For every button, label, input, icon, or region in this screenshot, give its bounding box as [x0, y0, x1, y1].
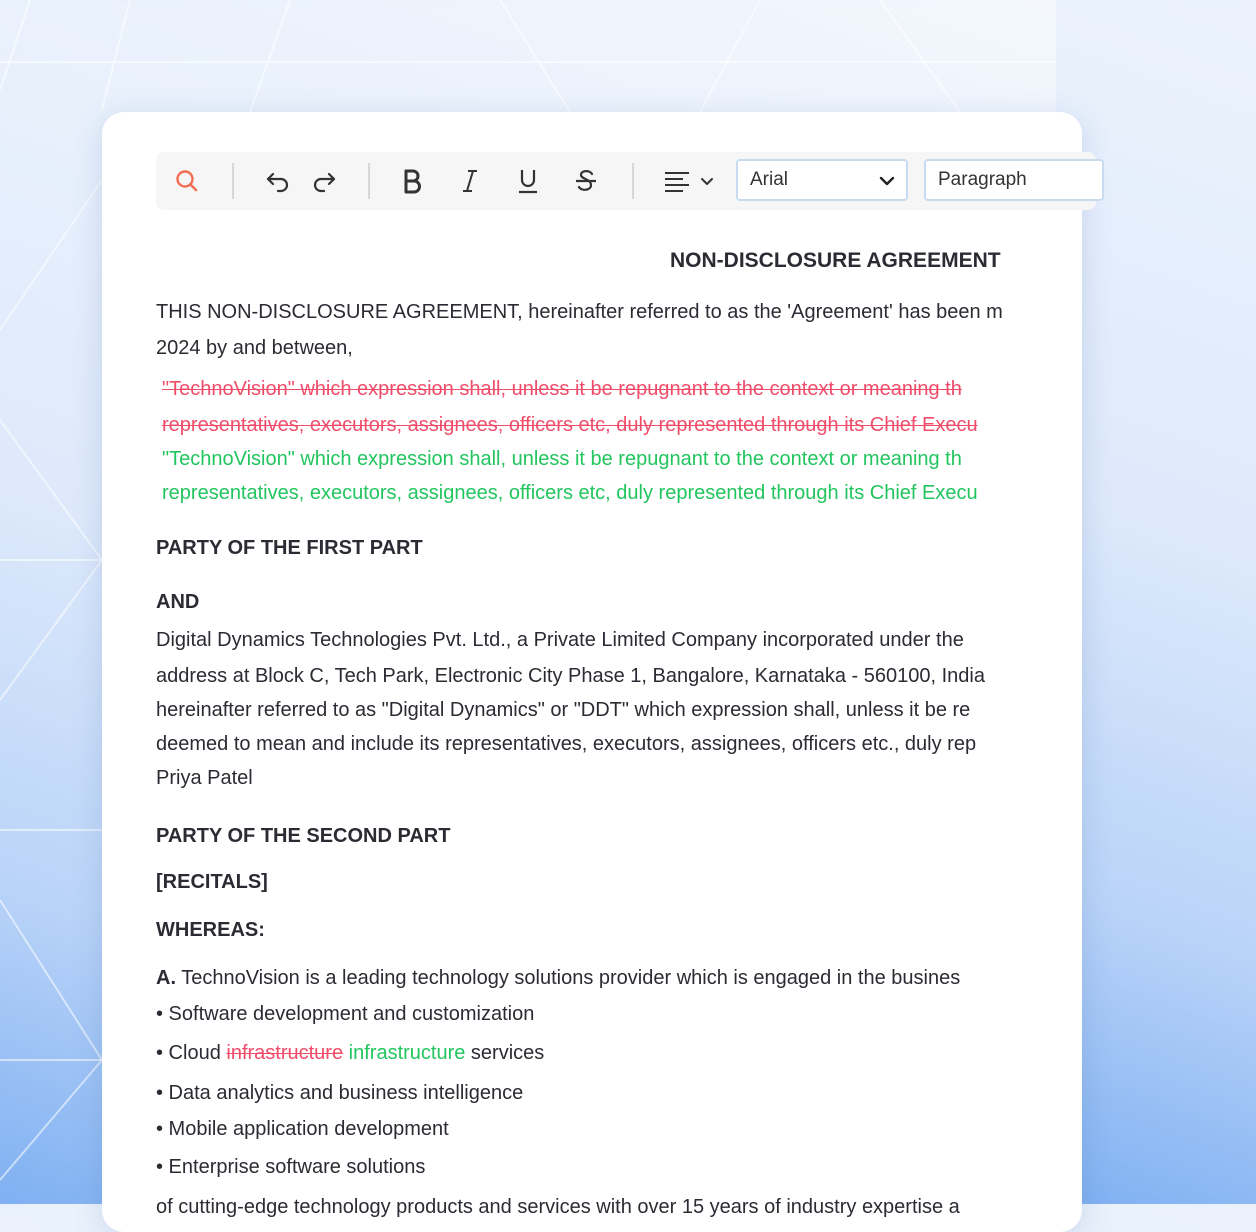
undo-button[interactable]: [258, 161, 298, 201]
list-item: [156, 1040, 544, 1066]
list-item-text: services: [465, 1042, 545, 1064]
inserted-text: representatives, executors, assignees, officers etc, duly represented through its Chief Execu: [162, 482, 978, 504]
search-button[interactable]: [167, 161, 207, 201]
paragraph-text: of cutting-edge technology products and services with over 15 years of industry expertise a: [156, 1196, 960, 1218]
search-icon: [174, 168, 200, 194]
toolbar-divider: [632, 163, 634, 199]
section-heading: PARTY OF THE SECOND PART: [156, 825, 451, 847]
intro-text: THIS NON-DISCLOSURE AGREEMENT, hereinafter referred to as the 'Agreement' has been m: [156, 301, 1003, 323]
editor-toolbar: [156, 152, 1096, 210]
block-format-value: Paragraph: [938, 169, 1027, 190]
align-left-icon: [663, 169, 691, 193]
paragraph-text: deemed to mean and include its representatives, executors, assignees, officers etc., duly rep: [156, 733, 977, 755]
undo-icon: [264, 169, 292, 193]
block-format-select[interactable]: [924, 159, 1104, 201]
deleted-text: infrastructure: [226, 1042, 344, 1064]
bold-button[interactable]: [392, 161, 432, 201]
chevron-down-icon: [699, 173, 715, 189]
alignment-dropdown[interactable]: [658, 161, 720, 201]
section-heading: WHEREAS:: [156, 919, 265, 941]
list-item: • Software development and customization: [156, 1003, 535, 1025]
italic-icon: [458, 168, 482, 194]
paragraph-text: hereinafter referred to as "Digital Dynamics" or "DDT" which expression shall, unless it be re: [156, 699, 971, 721]
recital-label: A.: [156, 967, 176, 989]
redo-icon: [310, 169, 338, 193]
paragraph-text: Digital Dynamics Technologies Pvt. Ltd., a Private Limited Company incorporated under the: [156, 629, 964, 651]
editor-window: [102, 112, 1082, 1232]
section-heading: AND: [156, 591, 200, 613]
toolbar-divider: [232, 163, 234, 199]
paragraph-text: address at Block C, Tech Park, Electronic City Phase 1, Bangalore, Karnataka - 560100, India: [156, 665, 985, 687]
toolbar-divider: [368, 163, 370, 199]
chevron-down-icon: [878, 172, 896, 190]
list-item: • Mobile application development: [156, 1118, 449, 1140]
redo-button[interactable]: [304, 161, 344, 201]
font-family-value: Arial: [750, 169, 789, 190]
deleted-text: "TechnoVision" which expression shall, unless it be repugnant to the context or meaning th: [162, 378, 962, 400]
section-heading: [RECITALS]: [156, 871, 268, 893]
recital-text: TechnoVision is a leading technology solutions provider which is engaged in the busines: [176, 967, 961, 989]
paragraph-text: Priya Patel: [156, 767, 253, 789]
font-family-select[interactable]: [736, 159, 908, 201]
recital-a: [156, 965, 960, 991]
inserted-text: infrastructure: [348, 1042, 466, 1064]
underline-button[interactable]: [508, 161, 548, 201]
italic-button[interactable]: [450, 161, 490, 201]
list-item: • Enterprise software solutions: [156, 1156, 426, 1178]
list-item: • Data analytics and business intelligence: [156, 1082, 524, 1104]
document-title: NON-DISCLOSURE AGREEMENT: [670, 249, 1001, 272]
strikethrough-icon: [574, 168, 598, 194]
deleted-text: representatives, executors, assignees, officers etc, duly represented through its Chief Execu: [162, 414, 978, 436]
underline-icon: [516, 168, 540, 194]
bold-icon: [400, 168, 424, 194]
list-item-text: • Cloud: [156, 1042, 227, 1064]
strikethrough-button[interactable]: [566, 161, 606, 201]
section-heading: PARTY OF THE FIRST PART: [156, 537, 423, 559]
inserted-text: "TechnoVision" which expression shall, unless it be repugnant to the context or meaning th: [162, 448, 962, 470]
intro-text: 2024 by and between,: [156, 337, 353, 359]
